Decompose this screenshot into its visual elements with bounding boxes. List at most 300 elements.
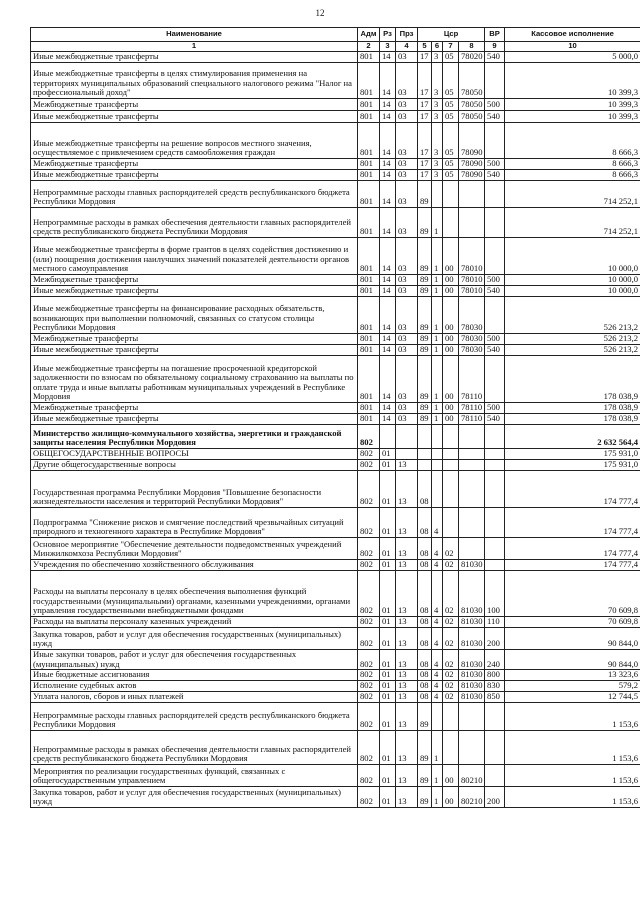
row-rz: 14 — [380, 181, 396, 208]
row-adm: 801 — [358, 403, 380, 414]
row-rz: 01 — [380, 471, 396, 508]
row-adm: 801 — [358, 52, 380, 63]
row-prz: 03 — [396, 52, 418, 63]
row-sum: 12 744,5 — [505, 691, 640, 702]
row-adm: 802 — [358, 449, 380, 460]
row-name: Межбюджетные трансферты — [31, 99, 358, 111]
row-csr-event — [443, 181, 459, 208]
table-row — [31, 99, 640, 111]
col-number: 2 — [358, 42, 380, 52]
row-vr — [485, 297, 505, 334]
row-name: Основное мероприятие "Обеспечение деятельности подведомственных учреждений Минжилкомхоза Республики Мордовия" — [31, 538, 358, 560]
row-csr-event: 00 — [443, 786, 459, 807]
table-row — [31, 680, 640, 691]
row-prz — [396, 425, 418, 449]
row-csr-event: 00 — [443, 345, 459, 356]
row-prz: 13 — [396, 764, 418, 786]
row-rz: 01 — [380, 670, 396, 681]
row-prz: 03 — [396, 286, 418, 297]
row-prz: 13 — [396, 650, 418, 670]
row-sum: 714 252,1 — [505, 181, 640, 208]
row-prz: 03 — [396, 356, 418, 403]
row-vr: 540 — [485, 170, 505, 181]
table-row — [31, 52, 640, 63]
table-row — [31, 414, 640, 425]
row-vr — [485, 425, 505, 449]
table-row — [31, 356, 640, 403]
row-csr-program: 17 — [418, 99, 432, 111]
row-csr-event: 02 — [443, 680, 459, 691]
row-name: Непрограммные расходы главных распорядителей средств республиканского бюджета Республики Мордовия — [31, 702, 358, 730]
row-csr-program: 08 — [418, 670, 432, 681]
row-vr: 240 — [485, 650, 505, 670]
table-row — [31, 275, 640, 286]
row-prz: 03 — [396, 170, 418, 181]
col-number: 10 — [505, 42, 640, 52]
header-name: Наименование — [31, 28, 358, 42]
row-name: Расходы на выплаты персоналу в целях обеспечения выполнения функций государственными (муниципальными) органами, казенными учреждениями, органами управления государственными внебюджетными фондами — [31, 571, 358, 617]
row-adm: 801 — [358, 297, 380, 334]
row-adm: 801 — [358, 111, 380, 123]
row-csr-subprogram: 4 — [432, 538, 443, 560]
row-csr-subprogram — [432, 425, 443, 449]
row-csr-program: 89 — [418, 286, 432, 297]
row-csr-subprogram: 4 — [432, 628, 443, 650]
row-rz: 14 — [380, 159, 396, 170]
row-csr-subprogram: 4 — [432, 508, 443, 538]
row-csr-direction — [459, 208, 485, 238]
row-csr-subprogram — [432, 702, 443, 730]
row-csr-direction — [459, 508, 485, 538]
row-name: Иные межбюджетные трансферты — [31, 286, 358, 297]
row-prz: 03 — [396, 345, 418, 356]
row-csr-direction: 78050 — [459, 111, 485, 123]
row-csr-direction: 78050 — [459, 99, 485, 111]
row-csr-subprogram: 3 — [432, 159, 443, 170]
row-prz: 13 — [396, 628, 418, 650]
row-name: Закупка товаров, работ и услуг для обеспечения государственных (муниципальных) нужд — [31, 786, 358, 807]
row-adm: 801 — [358, 208, 380, 238]
row-csr-event — [443, 730, 459, 764]
row-prz: 03 — [396, 123, 418, 159]
row-name: Министерство жилищно-коммунального хозяйства, энергетики и гражданской защиты населения Республики Мордовия — [31, 425, 358, 449]
row-prz: 03 — [396, 403, 418, 414]
column-number-row — [31, 42, 640, 52]
row-name: Учреждения по обеспечению хозяйственного обслуживания — [31, 560, 358, 571]
row-csr-event: 00 — [443, 414, 459, 425]
row-csr-subprogram: 3 — [432, 63, 443, 99]
row-rz: 14 — [380, 403, 396, 414]
row-prz: 03 — [396, 63, 418, 99]
row-csr-program: 89 — [418, 297, 432, 334]
row-csr-event: 00 — [443, 356, 459, 403]
row-sum: 10 000,0 — [505, 286, 640, 297]
table-row — [31, 170, 640, 181]
row-vr — [485, 460, 505, 471]
row-csr-program: 89 — [418, 764, 432, 786]
row-csr-event: 05 — [443, 170, 459, 181]
row-prz: 13 — [396, 471, 418, 508]
row-csr-subprogram: 1 — [432, 403, 443, 414]
row-name: Уплата налогов, сборов и иных платежей — [31, 691, 358, 702]
row-name: Иные бюджетные ассигнования — [31, 670, 358, 681]
row-csr-event — [443, 425, 459, 449]
table-row — [31, 571, 640, 617]
row-csr-subprogram: 4 — [432, 680, 443, 691]
row-csr-program: 08 — [418, 691, 432, 702]
row-vr — [485, 123, 505, 159]
table-row — [31, 345, 640, 356]
row-sum: 70 609,8 — [505, 571, 640, 617]
table-row — [31, 786, 640, 807]
row-sum: 8 666,3 — [505, 123, 640, 159]
row-rz: 14 — [380, 111, 396, 123]
table-row — [31, 702, 640, 730]
row-csr-subprogram: 1 — [432, 297, 443, 334]
row-prz: 03 — [396, 414, 418, 425]
row-adm: 802 — [358, 650, 380, 670]
row-name: Расходы на выплаты персоналу казенных учреждений — [31, 617, 358, 628]
row-csr-event — [443, 508, 459, 538]
row-csr-program: 08 — [418, 628, 432, 650]
row-csr-event: 02 — [443, 571, 459, 617]
row-csr-program: 08 — [418, 680, 432, 691]
row-sum: 10 399,3 — [505, 99, 640, 111]
row-csr-event: 00 — [443, 334, 459, 345]
row-csr-direction: 78090 — [459, 170, 485, 181]
row-csr-direction: 78110 — [459, 414, 485, 425]
row-prz: 13 — [396, 702, 418, 730]
table-row — [31, 297, 640, 334]
row-csr-program: 89 — [418, 345, 432, 356]
row-adm: 802 — [358, 508, 380, 538]
row-vr: 500 — [485, 334, 505, 345]
row-rz: 01 — [380, 460, 396, 471]
row-name: Непрограммные расходы главных распорядителей средств республиканского бюджета Республики Мордовия — [31, 181, 358, 208]
row-csr-subprogram: 1 — [432, 730, 443, 764]
row-adm: 801 — [358, 99, 380, 111]
row-sum: 8 666,3 — [505, 159, 640, 170]
row-vr — [485, 702, 505, 730]
row-csr-event: 05 — [443, 111, 459, 123]
row-adm: 802 — [358, 460, 380, 471]
row-rz: 01 — [380, 560, 396, 571]
row-vr: 500 — [485, 275, 505, 286]
row-vr: 540 — [485, 345, 505, 356]
row-vr — [485, 730, 505, 764]
row-csr-program: 08 — [418, 571, 432, 617]
row-sum: 5 000,0 — [505, 52, 640, 63]
table-row — [31, 471, 640, 508]
table-row — [31, 538, 640, 560]
row-name: Иные межбюджетные трансферты — [31, 345, 358, 356]
row-rz: 01 — [380, 730, 396, 764]
row-adm: 802 — [358, 670, 380, 681]
table-row — [31, 691, 640, 702]
row-prz: 13 — [396, 730, 418, 764]
row-rz: 01 — [380, 628, 396, 650]
row-sum: 10 000,0 — [505, 238, 640, 275]
row-csr-direction: 80210 — [459, 786, 485, 807]
col-number: 7 — [443, 42, 459, 52]
row-rz: 01 — [380, 571, 396, 617]
row-sum: 526 213,2 — [505, 334, 640, 345]
row-sum: 714 252,1 — [505, 208, 640, 238]
row-vr — [485, 356, 505, 403]
row-vr — [485, 764, 505, 786]
row-adm: 801 — [358, 181, 380, 208]
row-adm: 802 — [358, 471, 380, 508]
row-csr-event: 02 — [443, 691, 459, 702]
row-prz: 13 — [396, 571, 418, 617]
row-csr-event — [443, 460, 459, 471]
row-vr: 110 — [485, 617, 505, 628]
table-row — [31, 650, 640, 670]
row-rz: 14 — [380, 414, 396, 425]
row-name: Иные межбюджетные трансферты на финансирование расходных обязательств, возникающих при выполнении полномочий, связанных со статусом столицы Республики Мордовия — [31, 297, 358, 334]
row-prz: 13 — [396, 786, 418, 807]
row-name: Непрограммные расходы в рамках обеспечения деятельности главных распорядителей средств республиканского бюджета Республики Мордовия — [31, 208, 358, 238]
row-prz: 03 — [396, 208, 418, 238]
row-csr-subprogram: 4 — [432, 571, 443, 617]
row-csr-program: 89 — [418, 730, 432, 764]
row-vr: 500 — [485, 159, 505, 170]
row-csr-subprogram: 1 — [432, 345, 443, 356]
row-sum: 174 777,4 — [505, 560, 640, 571]
row-csr-direction: 81030 — [459, 691, 485, 702]
row-csr-event: 00 — [443, 286, 459, 297]
row-csr-direction: 78110 — [459, 356, 485, 403]
row-sum: 10 399,3 — [505, 63, 640, 99]
row-csr-program: 08 — [418, 471, 432, 508]
row-rz: 01 — [380, 691, 396, 702]
row-rz: 14 — [380, 345, 396, 356]
row-csr-direction: 78010 — [459, 275, 485, 286]
row-name: Непрограммные расходы в рамках обеспечения деятельности главных распорядителей средств республиканского бюджета Республики Мордовия — [31, 730, 358, 764]
row-sum: 70 609,8 — [505, 617, 640, 628]
col-number: 4 — [396, 42, 418, 52]
row-sum: 10 000,0 — [505, 275, 640, 286]
row-csr-event — [443, 702, 459, 730]
row-csr-program: 17 — [418, 123, 432, 159]
table-row — [31, 460, 640, 471]
row-vr: 540 — [485, 52, 505, 63]
row-csr-subprogram — [432, 471, 443, 508]
row-csr-subprogram — [432, 449, 443, 460]
row-csr-event: 05 — [443, 123, 459, 159]
row-adm: 801 — [358, 275, 380, 286]
row-adm: 802 — [358, 786, 380, 807]
header-csr: Цср — [418, 28, 485, 42]
row-csr-direction: 78090 — [459, 123, 485, 159]
row-rz: 01 — [380, 617, 396, 628]
row-vr: 830 — [485, 680, 505, 691]
row-vr — [485, 471, 505, 508]
row-csr-subprogram: 4 — [432, 670, 443, 681]
row-csr-subprogram: 1 — [432, 208, 443, 238]
row-rz — [380, 425, 396, 449]
row-name: Межбюджетные трансферты — [31, 159, 358, 170]
row-csr-direction — [459, 460, 485, 471]
row-name: Межбюджетные трансферты — [31, 275, 358, 286]
row-rz: 14 — [380, 208, 396, 238]
row-sum: 10 399,3 — [505, 111, 640, 123]
row-vr — [485, 208, 505, 238]
row-adm: 801 — [358, 159, 380, 170]
row-rz: 01 — [380, 786, 396, 807]
row-csr-program: 08 — [418, 560, 432, 571]
row-vr: 850 — [485, 691, 505, 702]
row-adm: 801 — [358, 334, 380, 345]
row-sum: 90 844,0 — [505, 650, 640, 670]
row-name: Межбюджетные трансферты — [31, 403, 358, 414]
row-csr-program: 08 — [418, 650, 432, 670]
row-csr-subprogram: 4 — [432, 650, 443, 670]
row-rz: 01 — [380, 538, 396, 560]
row-csr-direction: 81030 — [459, 628, 485, 650]
row-rz: 14 — [380, 99, 396, 111]
row-name: Иные закупки товаров, работ и услуг для обеспечения государственных (муниципальных) нужд — [31, 650, 358, 670]
row-csr-program: 89 — [418, 238, 432, 275]
row-rz: 01 — [380, 508, 396, 538]
row-csr-program: 89 — [418, 786, 432, 807]
row-sum: 1 153,6 — [505, 730, 640, 764]
row-csr-event: 02 — [443, 670, 459, 681]
row-csr-direction: 81030 — [459, 680, 485, 691]
row-adm: 802 — [358, 702, 380, 730]
row-rz: 14 — [380, 170, 396, 181]
row-rz: 14 — [380, 63, 396, 99]
col-number: 3 — [380, 42, 396, 52]
row-csr-event: 00 — [443, 403, 459, 414]
row-csr-direction: 78110 — [459, 403, 485, 414]
row-sum: 178 038,9 — [505, 356, 640, 403]
row-adm: 802 — [358, 538, 380, 560]
table-row — [31, 334, 640, 345]
row-sum: 178 038,9 — [505, 403, 640, 414]
row-csr-subprogram: 1 — [432, 764, 443, 786]
row-name: Межбюджетные трансферты — [31, 334, 358, 345]
row-csr-direction: 81030 — [459, 560, 485, 571]
row-sum: 174 777,4 — [505, 508, 640, 538]
row-rz: 14 — [380, 123, 396, 159]
row-csr-event: 05 — [443, 99, 459, 111]
row-vr — [485, 508, 505, 538]
row-csr-program — [418, 425, 432, 449]
row-csr-program: 08 — [418, 508, 432, 538]
col-number: 1 — [31, 42, 358, 52]
row-csr-program: 89 — [418, 181, 432, 208]
row-csr-subprogram: 1 — [432, 786, 443, 807]
header-vr: ВР — [485, 28, 505, 42]
row-vr — [485, 181, 505, 208]
col-number: 6 — [432, 42, 443, 52]
row-prz: 03 — [396, 297, 418, 334]
row-vr — [485, 449, 505, 460]
row-csr-program: 89 — [418, 275, 432, 286]
row-sum: 174 777,4 — [505, 538, 640, 560]
row-sum: 90 844,0 — [505, 628, 640, 650]
row-csr-event: 02 — [443, 538, 459, 560]
row-adm: 802 — [358, 617, 380, 628]
row-rz: 14 — [380, 286, 396, 297]
row-csr-event — [443, 208, 459, 238]
row-csr-direction: 81030 — [459, 670, 485, 681]
row-csr-event: 00 — [443, 764, 459, 786]
row-name: Иные межбюджетные трансферты — [31, 52, 358, 63]
row-adm: 802 — [358, 425, 380, 449]
row-sum: 1 153,6 — [505, 786, 640, 807]
row-vr: 500 — [485, 403, 505, 414]
row-adm: 802 — [358, 560, 380, 571]
row-prz: 03 — [396, 275, 418, 286]
row-prz: 13 — [396, 617, 418, 628]
row-csr-subprogram: 4 — [432, 617, 443, 628]
table-row — [31, 560, 640, 571]
row-csr-subprogram: 1 — [432, 238, 443, 275]
row-prz: 03 — [396, 181, 418, 208]
row-csr-event: 02 — [443, 560, 459, 571]
row-adm: 801 — [358, 345, 380, 356]
header-sum: Кассовое исполнение — [505, 28, 640, 42]
row-csr-subprogram: 3 — [432, 123, 443, 159]
row-csr-event: 02 — [443, 628, 459, 650]
col-number: 9 — [485, 42, 505, 52]
header-prz: Прз — [396, 28, 418, 42]
row-csr-program — [418, 460, 432, 471]
table-row — [31, 617, 640, 628]
row-csr-subprogram: 1 — [432, 286, 443, 297]
row-name: Иные межбюджетные трансферты в форме грантов в целях содействия достижению и (или) поощрения достижения наилучших значений показателей деятельности органов местного самоуправления — [31, 238, 358, 275]
row-sum: 175 931,0 — [505, 449, 640, 460]
row-csr-direction: 78030 — [459, 297, 485, 334]
row-csr-program: 89 — [418, 403, 432, 414]
row-csr-direction: 78010 — [459, 286, 485, 297]
table-row — [31, 670, 640, 681]
row-adm: 801 — [358, 414, 380, 425]
table-row — [31, 764, 640, 786]
row-csr-program: 89 — [418, 702, 432, 730]
row-rz: 01 — [380, 680, 396, 691]
row-csr-direction — [459, 730, 485, 764]
row-rz: 14 — [380, 297, 396, 334]
row-adm: 801 — [358, 356, 380, 403]
row-csr-subprogram: 4 — [432, 560, 443, 571]
row-csr-event: 00 — [443, 275, 459, 286]
row-csr-direction — [459, 449, 485, 460]
col-number: 8 — [459, 42, 485, 52]
row-prz: 13 — [396, 680, 418, 691]
row-csr-subprogram: 1 — [432, 334, 443, 345]
row-csr-direction: 81030 — [459, 650, 485, 670]
table-body — [31, 52, 640, 808]
row-name: Иные межбюджетные трансферты на погашение просроченной кредиторской задолженности по взносам по обязательному социальному страхованию на выплаты по оплате труда и иные выплаты работникам муниципальных учреждений в Республике Мордовия — [31, 356, 358, 403]
table-row — [31, 425, 640, 449]
row-sum: 1 153,6 — [505, 764, 640, 786]
row-name: Закупка товаров, работ и услуг для обеспечения государственных (муниципальных) нужд — [31, 628, 358, 650]
row-csr-subprogram: 4 — [432, 691, 443, 702]
row-prz — [396, 449, 418, 460]
row-csr-subprogram: 3 — [432, 52, 443, 63]
row-csr-program: 89 — [418, 356, 432, 403]
row-rz: 01 — [380, 650, 396, 670]
row-vr — [485, 63, 505, 99]
row-csr-direction: 81030 — [459, 617, 485, 628]
row-prz: 13 — [396, 508, 418, 538]
row-vr — [485, 560, 505, 571]
row-name: Иные межбюджетные трансферты — [31, 111, 358, 123]
row-csr-direction: 78030 — [459, 345, 485, 356]
